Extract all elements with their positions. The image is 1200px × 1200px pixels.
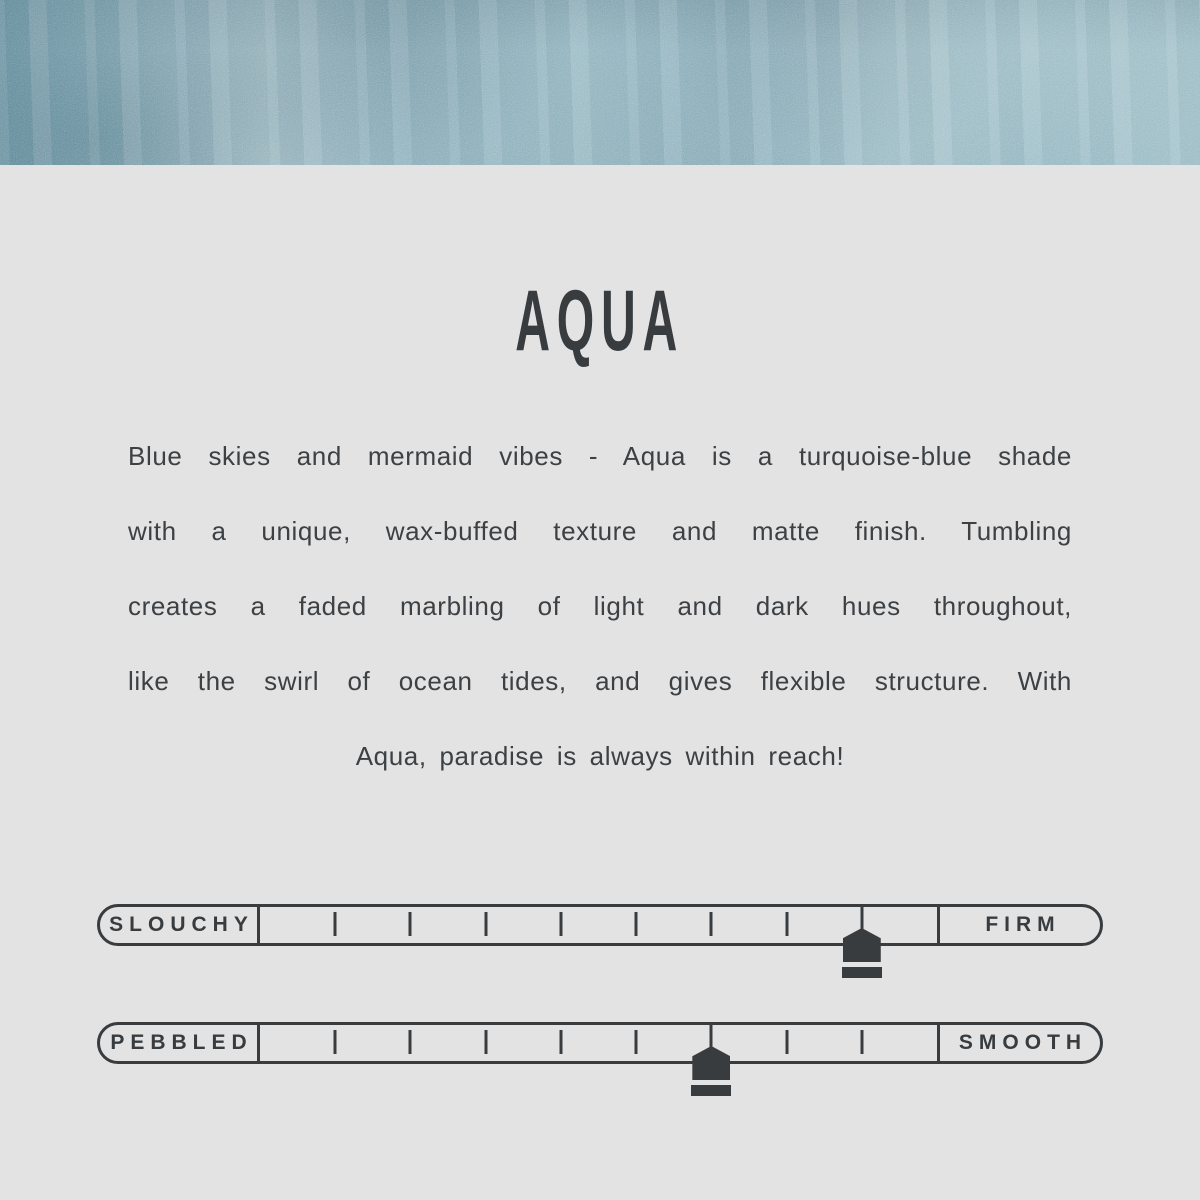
scale-right-label: FIRM: [937, 907, 1100, 943]
scale-tick: [710, 1030, 713, 1054]
scale-tick: [559, 912, 562, 936]
page-title: [0, 273, 1200, 369]
marker-base: [842, 967, 882, 978]
description-line: creates a faded marbling of light and dark hues throughout,: [128, 591, 1072, 621]
scale-tick: [635, 912, 638, 936]
scale-tick: [334, 1030, 337, 1054]
description-line: Blue skies and mermaid vibes - Aqua is a turquoise-blue shade: [128, 441, 1072, 471]
pebbled-smooth-scale: [97, 1022, 1103, 1064]
slouchy-firm-scale: [97, 904, 1103, 946]
marker-base: [691, 1085, 731, 1096]
description-line: Aqua, paradise is always within reach!: [355, 741, 845, 771]
scale-right-label: SMOOTH: [937, 1025, 1100, 1061]
texture-grain: [0, 0, 1200, 165]
scale-left-label: PEBBLED: [100, 1025, 260, 1061]
scale-tick: [409, 1030, 412, 1054]
scale-tick: [484, 1030, 487, 1054]
description-line: with a unique, wax-buffed texture and matte finish. Tumbling: [128, 516, 1072, 546]
scale-track: [260, 907, 937, 943]
scale-left-label: SLOUCHY: [100, 907, 260, 943]
scale-tick: [860, 1030, 863, 1054]
scale-tick: [785, 1030, 788, 1054]
scale-tick: [334, 912, 337, 936]
attribute-scales: [97, 904, 1103, 1064]
scale-tick: [409, 912, 412, 936]
scale-track: [260, 1025, 937, 1061]
description-line: like the swirl of ocean tides, and gives flexible structure. With: [128, 666, 1072, 696]
scale-tick: [559, 1030, 562, 1054]
scale-tick: [635, 1030, 638, 1054]
page-title-text: AQUA: [515, 273, 685, 369]
scale-tick: [785, 912, 788, 936]
color-description: [128, 419, 1072, 794]
scale-tick: [860, 912, 863, 936]
leather-texture-banner: [0, 0, 1200, 165]
scale-tick: [710, 912, 713, 936]
scale-tick: [484, 912, 487, 936]
